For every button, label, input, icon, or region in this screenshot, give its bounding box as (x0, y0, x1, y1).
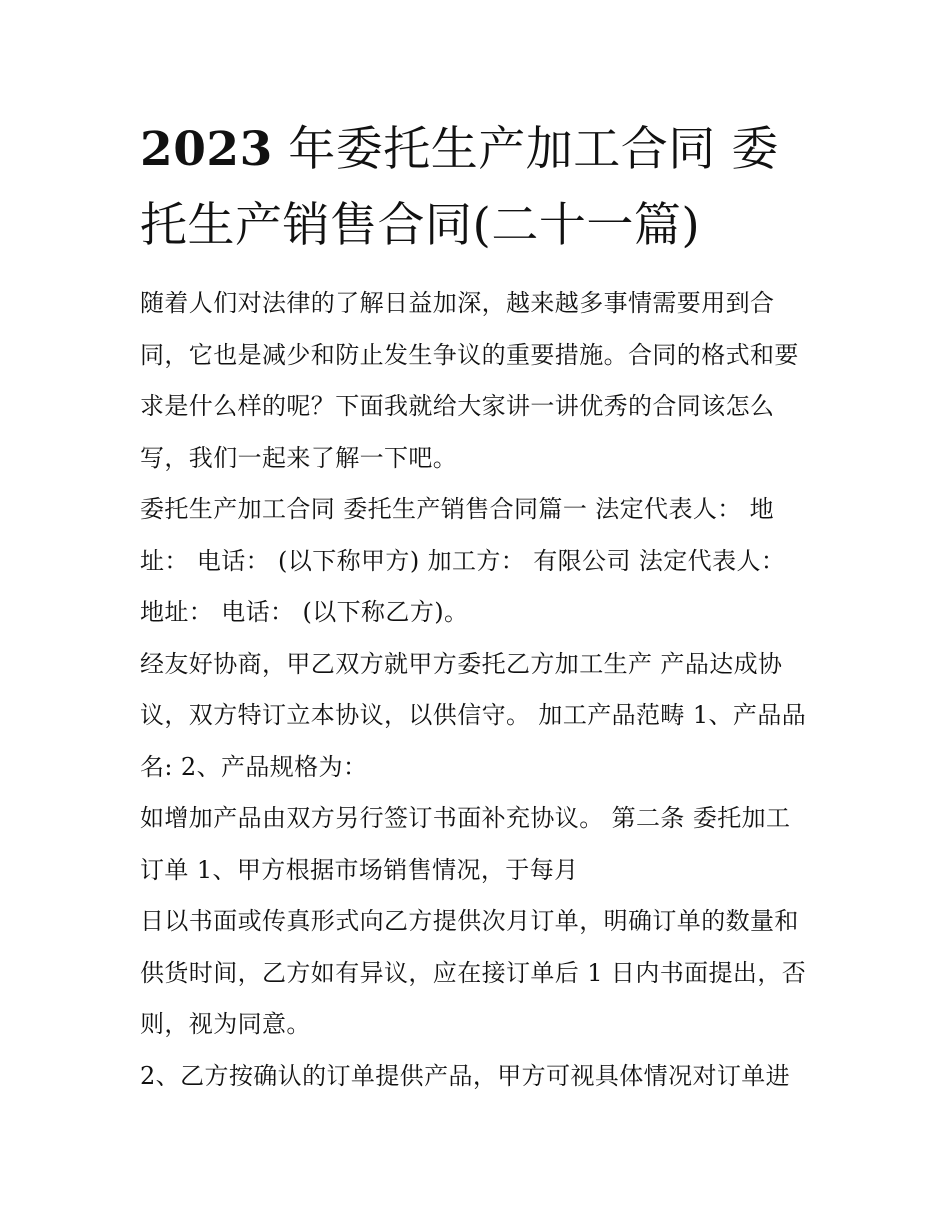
title-year: 2023 (140, 122, 273, 177)
title-line-2: 托生产销售合同(二十一篇) (140, 198, 701, 253)
body-line: 供货时间，乙方如有异议，应在接订单后 1 日内书面提出，否 (140, 958, 807, 987)
body-line: 则，视为同意。 (140, 1010, 311, 1038)
body-line: 日以书面或传真形式向乙方提供次月订单，明确订单的数量和 (140, 907, 799, 935)
body-line: 址： 电话： (以下称甲方) 加工方： 有限公司 法定代表人： (140, 546, 786, 575)
document-body (140, 278, 820, 1102)
title-line-1-text: 年委托生产加工合同 委 (288, 122, 779, 177)
body-line: 议，双方特订立本协议，以供信守。 加工产品范畴 1、产品品 (140, 701, 807, 729)
body-line: 经友好协商，甲乙双方就甲方委托乙方加工生产 产品达成协 (140, 649, 783, 678)
body-line: 名: 2、产品规格为： (140, 752, 368, 781)
body-line: 委托生产加工合同 委托生产销售合同篇一 法定代表人： 地 (140, 495, 775, 523)
body-line: 同，它也是减少和防止发生争议的重要措施。合同的格式和要 (140, 340, 799, 369)
body-line: 如增加产品由双方另行签订书面补充协议。 第二条 委托加工 (140, 804, 791, 832)
body-line: 2、乙方按确认的订单提供产品，甲方可视具体情况对订单进 (140, 1061, 791, 1090)
body-line: 写，我们一起来了解一下吧。 (140, 443, 458, 472)
document-page (140, 112, 820, 1102)
body-line: 订单 1、甲方根据市场销售情况，于每月 (140, 855, 579, 884)
body-line: 求是什么样的呢？下面我就给大家讲一讲优秀的合同该怎么 (140, 392, 775, 420)
title-line-1 (140, 112, 820, 188)
document-title (140, 112, 820, 264)
body-line: 地址： 电话： (以下称乙方)。 (140, 598, 469, 626)
body-line: 随着人们对法律的了解日益加深，越来越多事情需要用到合 (140, 289, 775, 317)
